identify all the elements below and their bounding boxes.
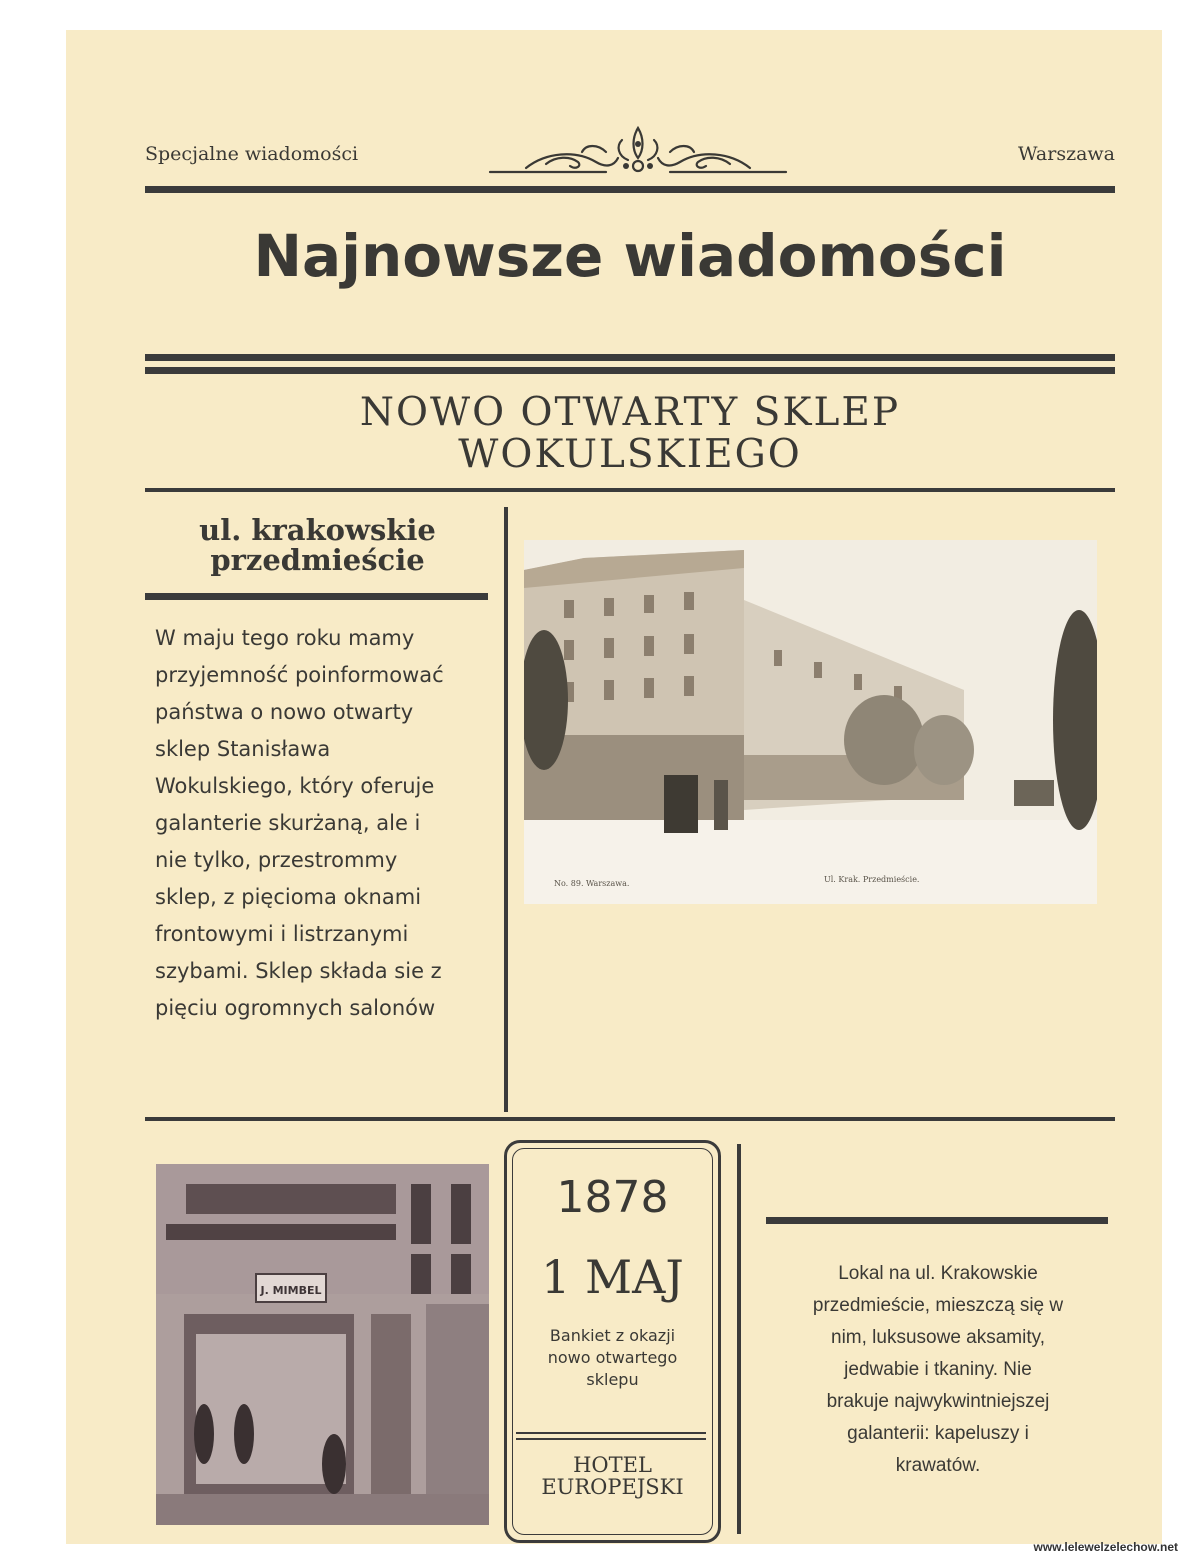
article-line: sklep, z pięcioma oknami: [155, 885, 422, 909]
event-year: 1878: [556, 1172, 669, 1223]
masthead-left-label: Specjalne wiadomości: [145, 143, 359, 165]
event-date: 1 MAJ: [541, 1250, 684, 1304]
headline-rule: [145, 488, 1115, 492]
article-line: sklep Stanisława: [155, 737, 331, 761]
event-desc-line: nowo otwartego: [547, 1348, 678, 1367]
shop-sign-text: J. MIMBEL: [260, 1284, 322, 1297]
side-article-line: galanterii: kapeluszy i: [847, 1423, 1029, 1444]
flourish-ornament-icon: [486, 122, 790, 184]
article-body: [155, 620, 495, 1027]
article-line: pięciu ogromnych salonów: [155, 996, 436, 1020]
subhead-line-1: ul. krakowskie: [199, 513, 436, 547]
event-desc-line: Bankiet z okazji: [549, 1326, 676, 1345]
side-article-line: krawatów.: [895, 1455, 981, 1476]
side-article-line: brakuje najwykwintniejszej: [826, 1391, 1050, 1412]
lower-section-rule: [145, 1117, 1115, 1121]
event-rule-1: [516, 1432, 706, 1434]
event-venue: [507, 1454, 718, 1498]
article-line: W maju tego roku mamy: [155, 626, 415, 650]
side-article-rule: [766, 1217, 1108, 1224]
street-postcard-illustration: [524, 540, 1097, 904]
article-line: frontowymi i listrzanymi: [155, 922, 409, 946]
postcard-caption-right: Ul. Krak. Przedmieście.: [824, 875, 920, 884]
shopfront-illustration: [156, 1164, 489, 1525]
postcard-caption-left: No. 89. Warszawa.: [554, 879, 630, 888]
headline: [145, 392, 1115, 476]
article-line: galanterie skurżaną, ale i: [155, 811, 421, 835]
subhead-rule: [145, 593, 488, 600]
article-line: przyjemność poinformować: [155, 663, 444, 687]
event-venue-line: HOTEL: [573, 1453, 652, 1477]
watermark-url: www.lelewelzelechow.net: [1033, 1540, 1178, 1554]
headline-line-2: WOKULSKIEGO: [458, 432, 802, 477]
headline-line-1: NOWO OTWARTY SKLEP: [359, 390, 901, 435]
street-postcard-photo: [524, 540, 1097, 904]
side-article-line: nim, luksusowe aksamity,: [831, 1327, 1045, 1348]
event-rule-2: [516, 1438, 706, 1440]
article-line: nie tylko, przestrommy: [155, 848, 398, 872]
article-line: Wokulskiego, który oferuje: [155, 774, 435, 798]
column-divider: [504, 507, 508, 1112]
side-article-line: przedmieście, mieszczą się w: [812, 1295, 1064, 1316]
event-description: [507, 1325, 718, 1391]
side-article-line: jedwabie i tkaniny. Nie: [844, 1359, 1032, 1380]
title-rule-top: [145, 354, 1115, 361]
subhead-line-2: przedmieście: [210, 543, 425, 577]
right-column-divider: [737, 1144, 741, 1534]
page-title: Najnowsze wiadomości: [253, 222, 1007, 290]
article-subhead: [145, 515, 490, 575]
side-article-body: [760, 1258, 1116, 1482]
article-line: państwa o nowo otwarty: [155, 700, 414, 724]
title-rule-bottom: [145, 367, 1115, 374]
event-desc-line: sklepu: [586, 1370, 639, 1389]
article-line: szybami. Sklep składa sie z: [155, 959, 442, 983]
event-venue-line: EUROPEJSKI: [541, 1475, 684, 1499]
side-article-line: Lokal na ul. Krakowskie: [838, 1263, 1038, 1284]
masthead-right-label: Warszawa: [1018, 143, 1115, 165]
shopfront-photo: [156, 1164, 489, 1525]
masthead-rule: [145, 186, 1115, 193]
